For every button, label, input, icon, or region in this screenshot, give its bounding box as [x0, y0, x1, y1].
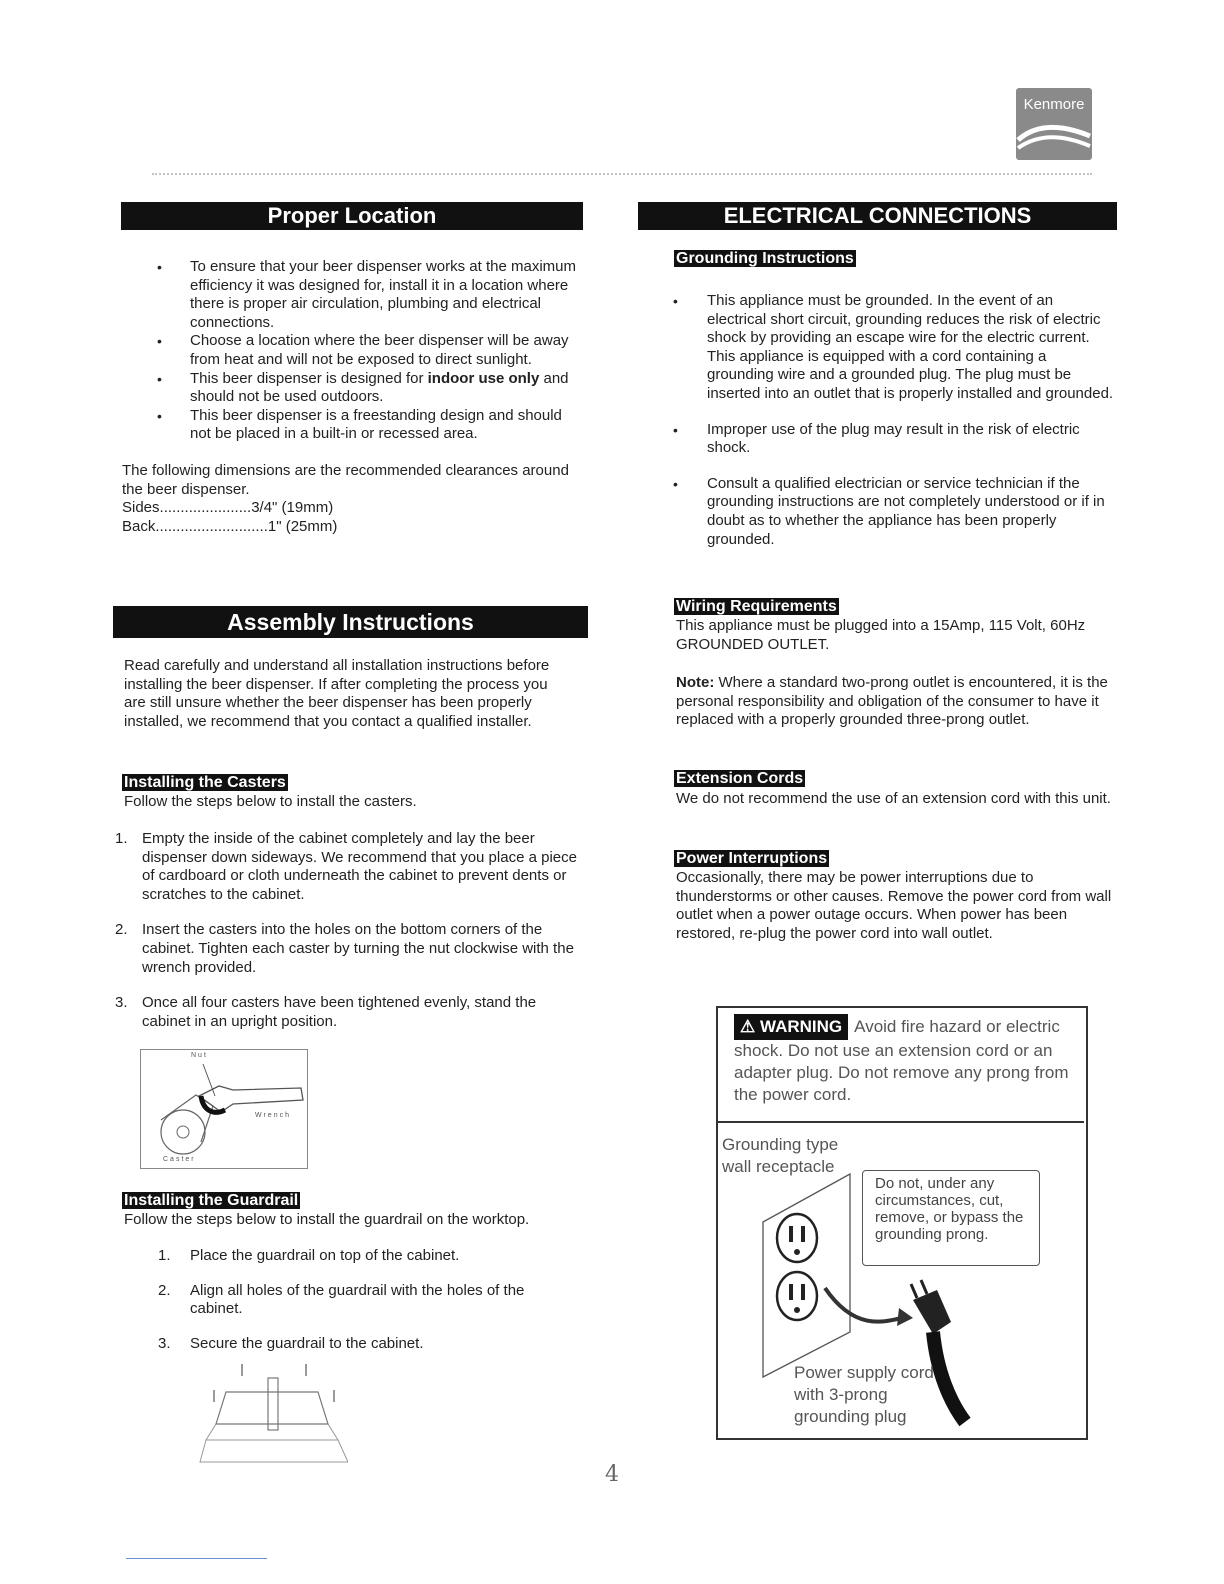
- casters-title: Installing the Casters: [124, 774, 286, 791]
- power-subheading: [674, 849, 829, 868]
- guardrail-figure: [198, 1362, 348, 1472]
- wrench-label: Wrench: [255, 1112, 291, 1119]
- proper-location-heading: Proper Location: [121, 202, 583, 230]
- warning-message: [734, 1014, 1074, 1106]
- guardrail-subheading: [122, 1191, 300, 1210]
- step-text: Place the guardrail on top of the cabinet.: [190, 1247, 460, 1264]
- note-text: Where a standard two-prong outlet is encountered, it is the personal responsibility and obligation of the consumer to have it replaced with a properly grounded three-prong outlet.: [676, 674, 1108, 729]
- location-bullet: • To ensure that your beer dispenser works at the maximum efficiency it was designed for, install it in a location where there is proper air circulation, plumbing and electrical connections.: [122, 258, 582, 332]
- page-number: 4: [605, 1462, 619, 1487]
- bullet-text: and should not be used outdoors.: [190, 369, 569, 406]
- location-bullet: • This beer dispenser is a freestanding design and should not be placed in a built-in or recessed area.: [122, 407, 582, 444]
- guardrail-title: Installing the Guardrail: [124, 1192, 299, 1209]
- extension-text: We do not recommend the use of an extension cord with this unit.: [676, 790, 1111, 807]
- wiring-note: [676, 674, 1116, 730]
- grounding-bullet: • Consult a qualified electrician or service technician if the grounding instructions are not completely understood or if in doubt as to whether the appliance has been properly grounded.: [638, 475, 1116, 549]
- casters-steps: [115, 830, 585, 1031]
- logo-wave-icon: [1016, 118, 1092, 160]
- wiring-text: This appliance must be plugged into a 15Amp, 115 Volt, 60Hz GROUNDED OUTLET.: [676, 617, 1086, 653]
- grounding-subheading: [674, 249, 856, 268]
- wiring-title: Wiring Requirements: [676, 598, 837, 615]
- step-number: 3.: [158, 1334, 171, 1352]
- grounding-bullets: [638, 292, 1116, 549]
- caster-step: [115, 921, 585, 977]
- power-text: Occasionally, there may be power interruptions due to thunderstorms or other causes. Remove the power cord from wall outlet when a power outage occurs. When power has been restored, re-plug the power cord into wall outlet.: [676, 869, 1112, 942]
- step-number: 2.: [115, 921, 128, 939]
- nut-label: Nut: [191, 1052, 208, 1059]
- grounding-bullet: • This appliance must be grounded. In the event of an electrical short circuit, grounding reduces the risk of electric shock by providing an escape wire for the electric current. This appliance is equipped with a cord containing a grounding wire and a grounded plug. The plug must be inserted into an outlet that is properly installed and grounded.: [638, 292, 1116, 404]
- logo-text: Kenmore: [1023, 96, 1085, 113]
- step-number: 1.: [158, 1247, 171, 1264]
- kenmore-logo: [1016, 88, 1092, 160]
- extension-subheading: [674, 769, 805, 788]
- caster-step: [115, 830, 585, 904]
- bullet-text: This beer dispenser is designed for: [190, 369, 428, 387]
- warning-triangle-icon: ⚠: [740, 1017, 756, 1036]
- footer-rule: [126, 1558, 267, 1559]
- wiring-subheading: [674, 597, 839, 616]
- clearance-sides: Sides......................3/4" (19mm): [122, 499, 334, 517]
- clearance-back: Back...........................1" (25mm): [122, 517, 338, 535]
- location-bullet: [122, 370, 582, 407]
- grounding-prong-callout: Do not, under any circumstances, cut, remove, or bypass the grounding prong.: [862, 1170, 1040, 1266]
- note-label: Note:: [676, 674, 715, 691]
- indoor-use-only-emphasis: indoor use only: [427, 369, 540, 387]
- location-bullet: • Choose a location where the beer dispenser will be away from heat and will not be exposed to direct sunlight.: [122, 332, 582, 369]
- proper-location-bullets: [122, 258, 582, 444]
- electrical-heading: ELECTRICAL CONNECTIONS: [638, 202, 1117, 230]
- assembly-intro: Read carefully and understand all installation instructions before installing the beer dispenser. If after completing the process you are still unsure whether the beer dispenser has been properly installed, we recommend that you contact a qualified installer.: [124, 657, 550, 730]
- guardrail-step: [158, 1282, 578, 1319]
- guardrail-illustration: [198, 1362, 348, 1472]
- step-number: 2.: [158, 1281, 171, 1299]
- grounding-title: Grounding Instructions: [676, 250, 854, 267]
- clearance-intro: The following dimensions are the recommended clearances around the beer dispenser.: [122, 461, 569, 498]
- proper-location-section: [122, 258, 582, 536]
- step-text: Secure the guardrail to the cabinet.: [190, 1334, 424, 1352]
- assembly-heading: Assembly Instructions: [113, 606, 588, 638]
- extension-title: Extension Cords: [676, 770, 804, 787]
- caster-label: Caster: [163, 1156, 196, 1163]
- warning-badge-label: WARNING: [759, 1017, 843, 1036]
- step-text: Insert the casters into the holes on the bottom corners of the cabinet. Tighten each caster by turning the nut clockwise with the wrench provided.: [142, 921, 574, 976]
- power-title: Power Interruptions: [676, 850, 828, 867]
- step-text: Empty the inside of the cabinet completely and lay the beer dispenser down sideways. We recommend that you place a piece of cardboard or cloth underneath the cabinet to prevent dents or scratches to the cabinet.: [142, 830, 577, 903]
- caster-wrench-illustration: [141, 1050, 307, 1168]
- guardrail-step: [158, 1247, 578, 1266]
- guardrail-step: [158, 1335, 578, 1354]
- guardrail-intro: Follow the steps below to install the guardrail on the worktop.: [124, 1211, 530, 1228]
- caster-figure: [140, 1049, 308, 1169]
- header-rule: [152, 173, 1092, 175]
- step-number: 3.: [115, 994, 128, 1012]
- plug-label: Power supply cord with 3-prong grounding plug: [794, 1363, 934, 1426]
- caster-step: [115, 994, 585, 1031]
- casters-intro: Follow the steps below to install the casters.: [124, 793, 417, 810]
- guardrail-steps: [158, 1247, 578, 1353]
- warning-badge: [734, 1014, 848, 1040]
- step-number: 1.: [115, 830, 128, 847]
- step-text: Once all four casters have been tightened evenly, stand the cabinet in an upright position.: [142, 994, 537, 1030]
- receptacle-label: Grounding type wall receptacle: [722, 1135, 839, 1176]
- step-text: Align all holes of the guardrail with the holes of the cabinet.: [190, 1281, 525, 1318]
- grounding-bullet: • Improper use of the plug may result in the risk of electric shock.: [638, 421, 1116, 458]
- warning-text: Avoid fire hazard or electric shock. Do not use an extension cord or an adapter plug. Do not remove any prong from the power cord.: [734, 1017, 1069, 1104]
- warning-separator: [718, 1121, 1084, 1123]
- casters-subheading: [122, 773, 288, 792]
